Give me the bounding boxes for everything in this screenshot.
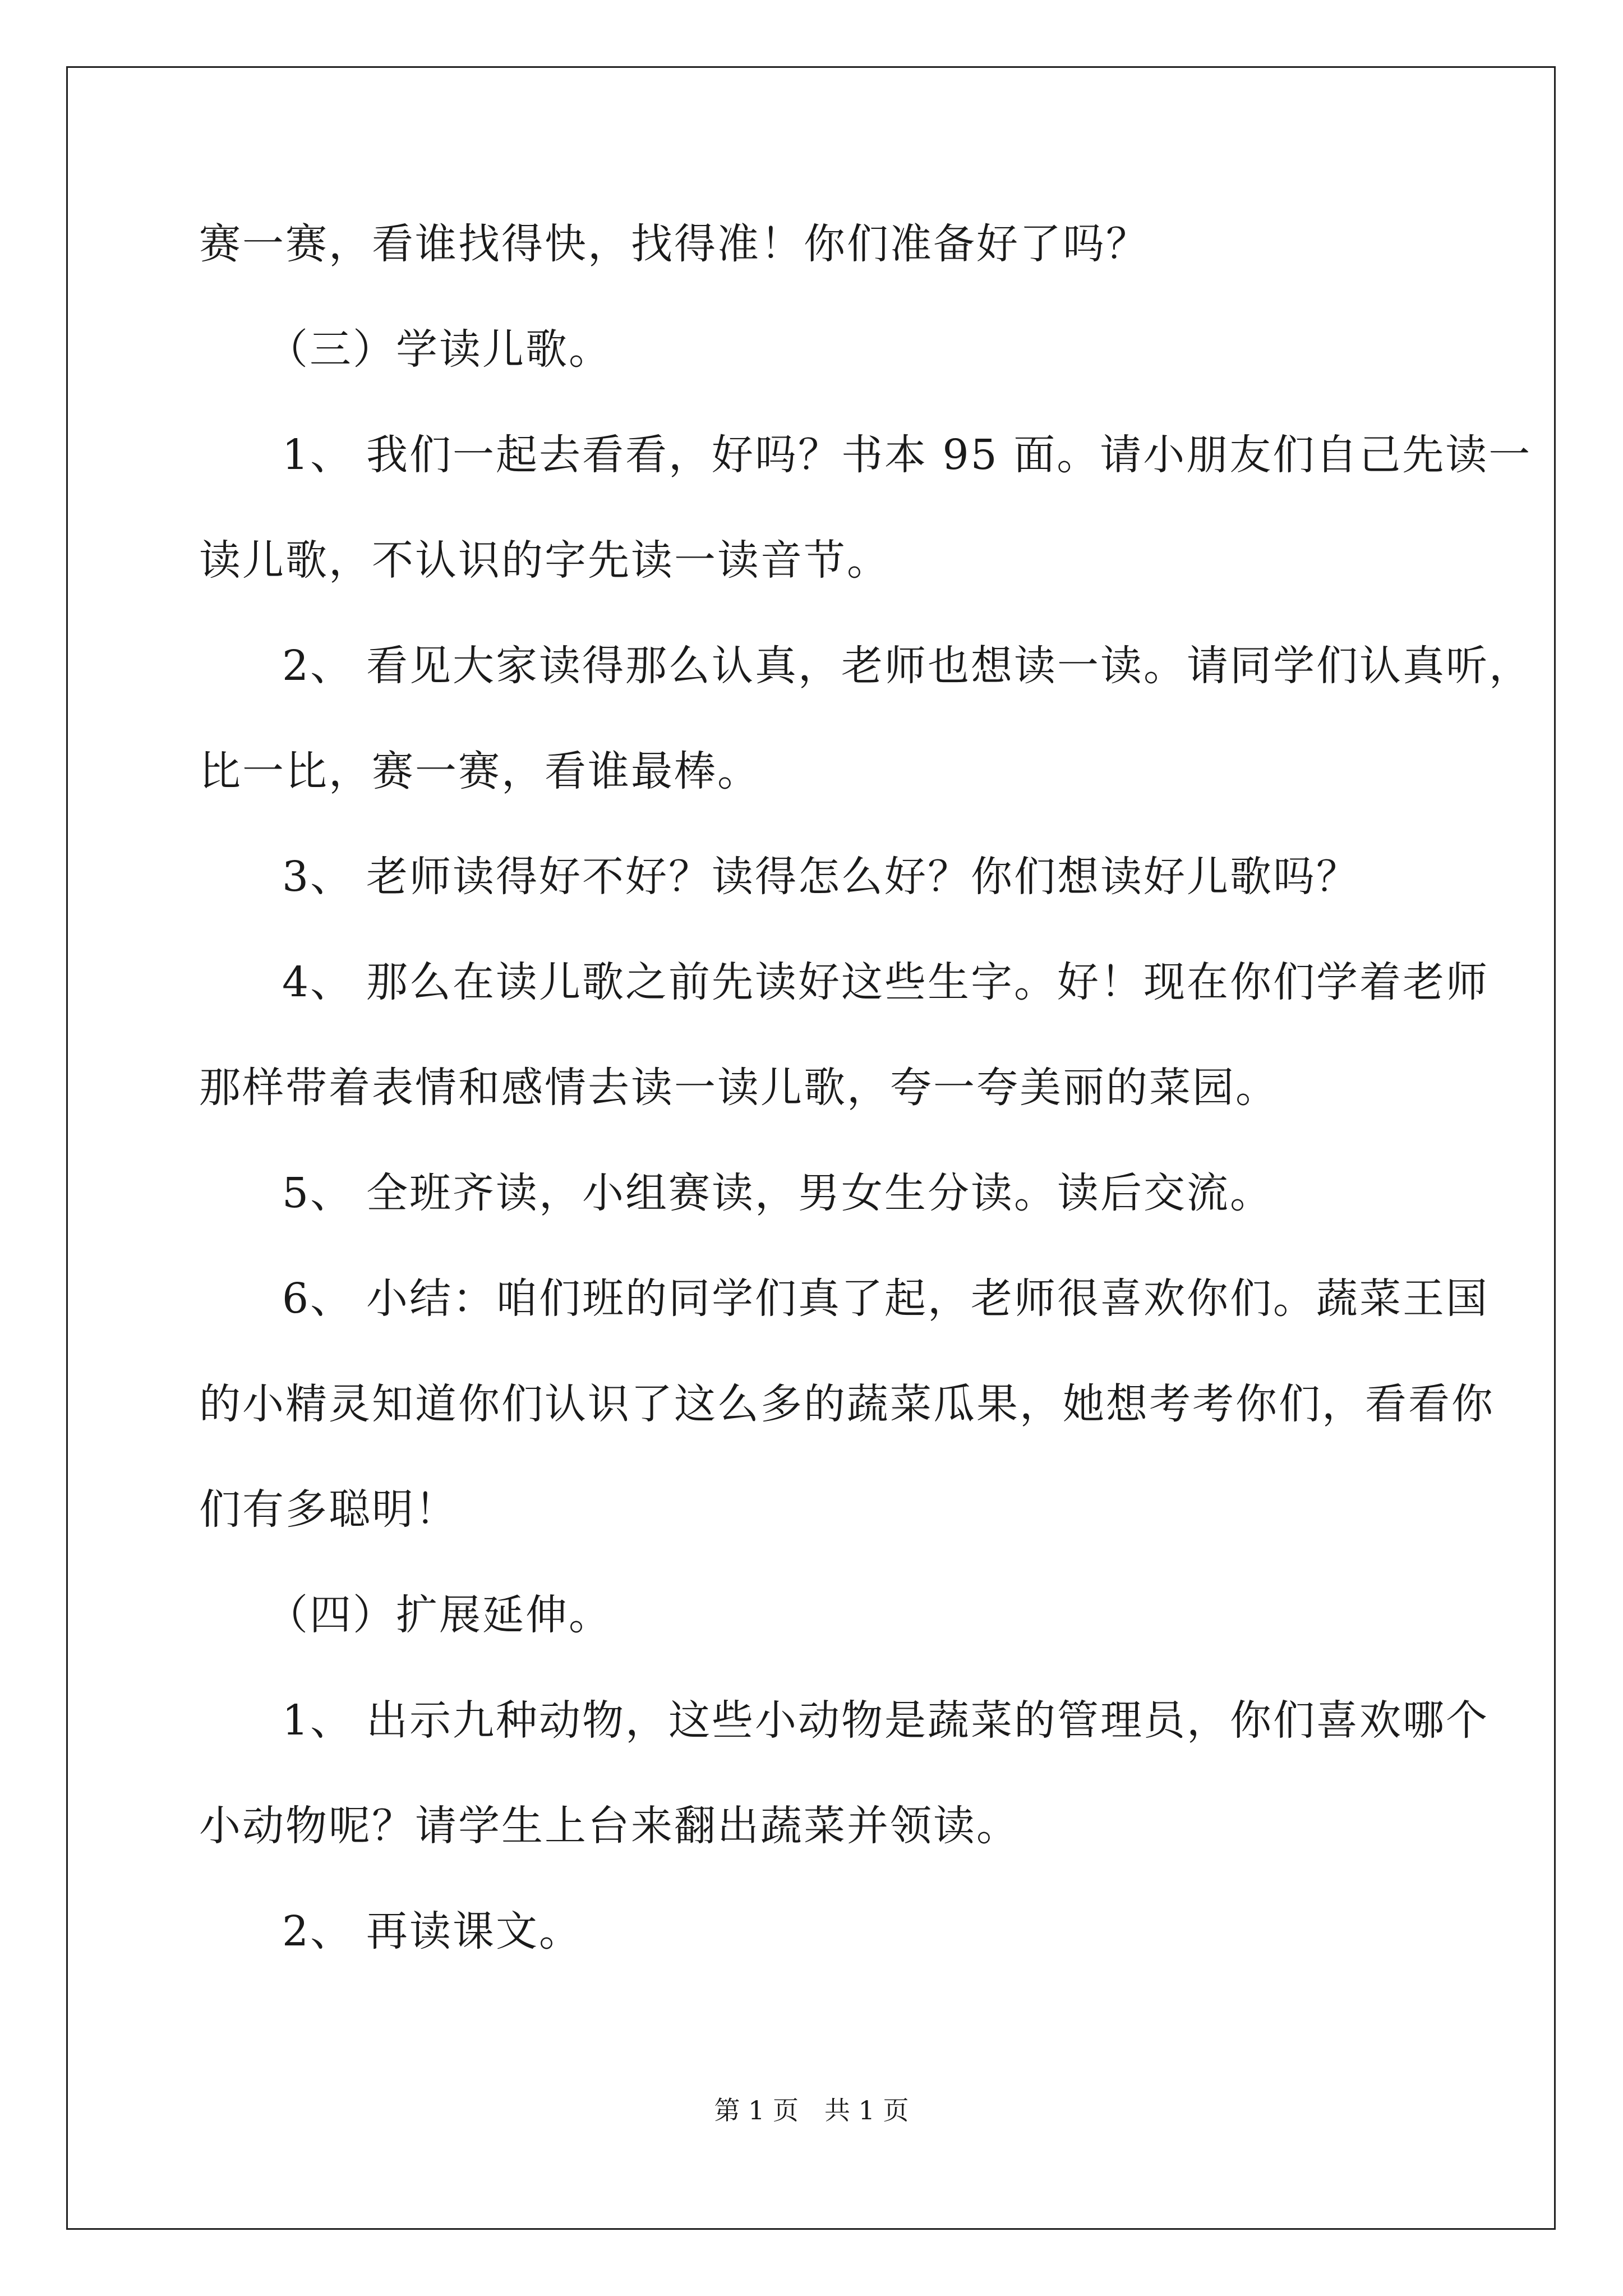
item-number: 2、 [282,642,354,690]
list-item [199,1165,1467,1221]
item-text: 全班齐读，小组赛读，男女生分读。读后交流。 [366,1169,1273,1217]
text-line: 那样带着表情和感情去读一读儿歌，夸一夸美丽的菜园。 [199,1064,1279,1112]
item-number: 5、 [282,1169,354,1217]
text-line: 的小精灵知道你们认识了这么多的蔬菜瓜果，她想考考你们，看看你 [199,1380,1495,1428]
item-number: 1、 [282,1696,354,1745]
text-line: 们有多聪明！ [199,1485,458,1534]
list-item [199,849,1467,905]
page-footer: 第 1 页 共 1 页 [714,2095,909,2125]
text-line: 读儿歌，不认识的字先读一读音节。 [199,536,890,585]
item-number: 1、 [282,431,354,479]
item-number: 4、 [282,958,354,1006]
list-item [199,1903,1467,1959]
document-body [199,216,1532,2009]
section-heading: （四）扩展延伸。 [266,1591,612,1639]
item-text: 老师读得好不好？读得怎么好？你们想读好儿歌吗？ [366,853,1359,901]
list-item [199,954,1489,1010]
item-number: 3、 [282,853,354,901]
item-text: 再读课文。 [366,1907,582,1955]
list-item [199,638,1532,694]
list-item [199,427,1532,483]
list-item [199,1271,1489,1327]
item-text: 我们一起去看看，好吗？书本 95 面。请小朋友们自己先读一 [366,431,1532,479]
item-text: 看见大家读得那么认真，老师也想读一读。请同学们认真听， [366,642,1532,690]
item-text: 小结：咱们班的同学们真了起，老师很喜欢你们。蔬菜王国 [366,1274,1489,1323]
item-number: 2、 [282,1907,354,1955]
text-line: 赛一赛，看谁找得快，找得准！你们准备好了吗？ [199,220,1149,268]
item-text: 那么在读儿歌之前先读好这些生字。好！现在你们学着老师 [366,958,1489,1006]
section-heading: （三）学读儿歌。 [266,325,612,374]
text-line: 比一比，赛一赛，看谁最棒。 [199,747,760,795]
text-line: 小动物呢？请学生上台来翻出蔬菜并领读。 [199,1802,1020,1850]
list-item [199,1692,1489,1749]
item-number: 6、 [282,1274,354,1323]
item-text: 出示九种动物，这些小动物是蔬菜的管理员，你们喜欢哪个 [366,1696,1489,1745]
